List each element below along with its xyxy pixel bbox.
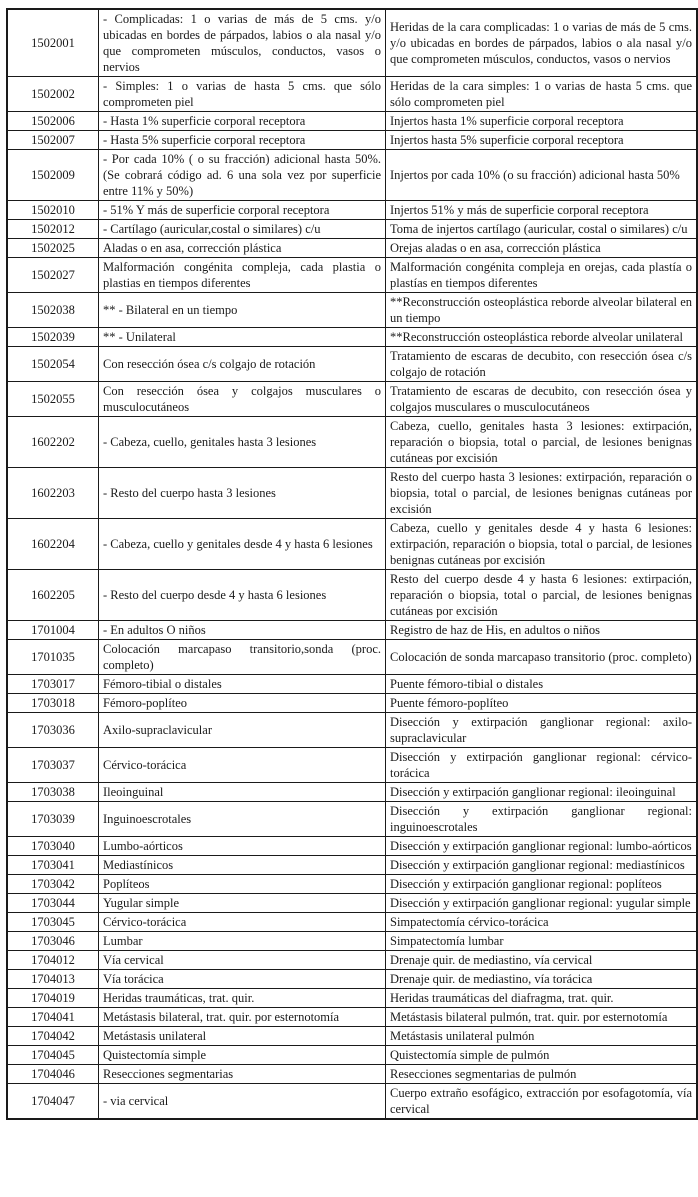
procedure-code-cell: 1703041 [7,856,99,875]
procedure-code-cell: 1502038 [7,293,99,328]
table-row [7,220,697,239]
procedure-code-cell: 1704013 [7,970,99,989]
table-row [7,894,697,913]
short-description-cell: Aladas o en asa, corrección plástica [99,239,386,258]
table-row [7,837,697,856]
table-row [7,258,697,293]
table-row [7,382,697,417]
procedure-code-cell: 1703037 [7,748,99,783]
table-row [7,1065,697,1084]
short-description-cell: - Resto del cuerpo hasta 3 lesiones [99,468,386,519]
table-row [7,694,697,713]
procedure-code-cell: 1502002 [7,77,99,112]
procedure-code-cell: 1502010 [7,201,99,220]
short-description-cell: ** - Bilateral en un tiempo [99,293,386,328]
long-description-cell: Drenaje quir. de mediastino, vía cervical [386,951,698,970]
procedure-code-cell: 1701035 [7,640,99,675]
procedure-code-cell: 1703039 [7,802,99,837]
short-description-cell: - Cartílago (auricular,costal o similares) c/u [99,220,386,239]
table-row [7,9,697,77]
procedure-code-cell: 1602204 [7,519,99,570]
long-description-cell: Registro de haz de His, en adultos o niños [386,621,698,640]
procedure-code-cell: 1703038 [7,783,99,802]
long-description-cell: Disección y extirpación ganglionar regional: yugular simple [386,894,698,913]
procedure-code-cell: 1703040 [7,837,99,856]
procedure-code-cell: 1703044 [7,894,99,913]
long-description-cell: Tratamiento de escaras de decubito, con resección ósea y colgajos musculares o musculocutáneos [386,382,698,417]
short-description-cell: - Resto del cuerpo desde 4 y hasta 6 lesiones [99,570,386,621]
table-row [7,1027,697,1046]
long-description-cell: Cuerpo extraño esofágico, extracción por esofagotomía, vía cervical [386,1084,698,1120]
procedure-code-cell: 1502027 [7,258,99,293]
short-description-cell: - Hasta 5% superficie corporal receptora [99,131,386,150]
long-description-cell: Disección y extirpación ganglionar regional: axilo-supraclavicular [386,713,698,748]
procedure-code-cell: 1703042 [7,875,99,894]
table-row [7,675,697,694]
long-description-cell: Resto del cuerpo hasta 3 lesiones: extirpación, reparación o biopsia, total o parcial, de lesiones benignas cutáneas por excisión [386,468,698,519]
short-description-cell: Vía cervical [99,951,386,970]
short-description-cell: Yugular simple [99,894,386,913]
table-row [7,519,697,570]
short-description-cell: Axilo-supraclavicular [99,713,386,748]
short-description-cell: - En adultos O niños [99,621,386,640]
short-description-cell: Colocación marcapaso transitorio,sonda (proc. completo) [99,640,386,675]
short-description-cell: Lumbo-aórticos [99,837,386,856]
table-row [7,970,697,989]
procedure-code-cell: 1602205 [7,570,99,621]
procedure-code-cell: 1704047 [7,1084,99,1120]
long-description-cell: Disección y extirpación ganglionar regional: lumbo-aórticos [386,837,698,856]
long-description-cell: Toma de injertos cartílago (auricular, costal o similares) c/u [386,220,698,239]
long-description-cell: Cabeza, cuello y genitales desde 4 y hasta 6 lesiones: extirpación, reparación o biopsia, total o parcial, de lesiones benignas cutáneas por excisión [386,519,698,570]
short-description-cell: Malformación congénita compleja, cada plastia o plastias en tiempos diferentes [99,258,386,293]
table-row [7,951,697,970]
table-row [7,1046,697,1065]
short-description-cell: - via cervical [99,1084,386,1120]
long-description-cell: Disección y extirpación ganglionar regional: ileoinguinal [386,783,698,802]
procedure-code-cell: 1704042 [7,1027,99,1046]
table-row [7,783,697,802]
procedure-code-cell: 1703017 [7,675,99,694]
long-description-cell: Malformación congénita compleja en orejas, cada plastía o plastías en tiempos diferentes [386,258,698,293]
table-row [7,802,697,837]
table-body [7,9,697,1119]
long-description-cell: Simpatectomía lumbar [386,932,698,951]
long-description-cell: Disección y extirpación ganglionar regional: inguinoescrotales [386,802,698,837]
short-description-cell: - Cabeza, cuello y genitales desde 4 y hasta 6 lesiones [99,519,386,570]
long-description-cell: Disección y extirpación ganglionar regional: poplíteos [386,875,698,894]
table-row [7,417,697,468]
table-row [7,293,697,328]
short-description-cell: - Hasta 1% superficie corporal receptora [99,112,386,131]
procedure-code-cell: 1502006 [7,112,99,131]
table-row [7,77,697,112]
short-description-cell: Cérvico-torácica [99,748,386,783]
long-description-cell: Resto del cuerpo desde 4 y hasta 6 lesiones: extirpación, reparación o biopsia, total o parcial, de lesiones benignas cutáneas por excisión [386,570,698,621]
long-description-cell: Quistectomía simple de pulmón [386,1046,698,1065]
long-description-cell: Tratamiento de escaras de decubito, con resección ósea c/s colgajo de rotación [386,347,698,382]
long-description-cell: Heridas de la cara simples: 1 o varias de hasta 5 cms. que sólo comprometen piel [386,77,698,112]
procedure-code-cell: 1704012 [7,951,99,970]
short-description-cell: Fémoro-tibial o distales [99,675,386,694]
long-description-cell: Injertos por cada 10% (o su fracción) adicional hasta 50% [386,150,698,201]
long-description-cell: Injertos hasta 1% superficie corporal receptora [386,112,698,131]
short-description-cell: Quistectomía simple [99,1046,386,1065]
procedure-code-cell: 1704041 [7,1008,99,1027]
table-row [7,621,697,640]
short-description-cell: Con resección ósea y colgajos musculares o musculocutáneos [99,382,386,417]
table-row [7,1084,697,1120]
procedure-code-cell: 1701004 [7,621,99,640]
long-description-cell: **Reconstrucción osteoplástica reborde alveolar unilateral [386,328,698,347]
procedure-code-cell: 1502055 [7,382,99,417]
short-description-cell: - 51% Y más de superficie corporal receptora [99,201,386,220]
short-description-cell: - Por cada 10% ( o su fracción) adicional hasta 50%. (Se cobrará código ad. 6 una sola vez por superficie entre 11% y 50%) [99,150,386,201]
table-row [7,468,697,519]
short-description-cell: Lumbar [99,932,386,951]
table-row [7,713,697,748]
procedure-code-cell: 1704045 [7,1046,99,1065]
short-description-cell: Resecciones segmentarias [99,1065,386,1084]
procedure-code-cell: 1502009 [7,150,99,201]
table-row [7,989,697,1008]
short-description-cell: Cérvico-torácica [99,913,386,932]
table-row [7,875,697,894]
table-row [7,856,697,875]
table-row [7,1008,697,1027]
table-row [7,570,697,621]
procedure-code-cell: 1703018 [7,694,99,713]
long-description-cell: Metástasis unilateral pulmón [386,1027,698,1046]
short-description-cell: - Complicadas: 1 o varias de más de 5 cms. y/o ubicadas en bordes de párpados, labios o ala nasal y/o que comprometen músculos, conductos, vasos o nervios [99,9,386,77]
short-description-cell: Mediastínicos [99,856,386,875]
short-description-cell: Fémoro-poplíteo [99,694,386,713]
table-row [7,913,697,932]
short-description-cell: ** - Unilateral [99,328,386,347]
procedure-code-cell: 1502054 [7,347,99,382]
procedure-code-cell: 1502039 [7,328,99,347]
table-row [7,640,697,675]
long-description-cell: **Reconstrucción osteoplástica reborde alveolar bilateral en un tiempo [386,293,698,328]
long-description-cell: Injertos hasta 5% superficie corporal receptora [386,131,698,150]
long-description-cell: Orejas aladas o en asa, corrección plástica [386,239,698,258]
procedure-code-cell: 1502012 [7,220,99,239]
long-description-cell: Injertos 51% y más de superficie corporal receptora [386,201,698,220]
long-description-cell: Cabeza, cuello, genitales hasta 3 lesiones: extirpación, reparación o biopsia, total o parcial, de lesiones benignas cutáneas por excisión [386,417,698,468]
short-description-cell: Inguinoescrotales [99,802,386,837]
procedure-code-cell: 1703045 [7,913,99,932]
procedure-code-cell: 1502007 [7,131,99,150]
short-description-cell: Con resección ósea c/s colgajo de rotación [99,347,386,382]
table-row [7,112,697,131]
long-description-cell: Heridas de la cara complicadas: 1 o varias de más de 5 cms. y/o ubicadas en bordes de párpados, labios o ala nasal y/o que comprometen músculos, conductos, vasos o nervios [386,9,698,77]
table-row [7,150,697,201]
procedure-code-cell: 1602202 [7,417,99,468]
table-row [7,239,697,258]
long-description-cell: Disección y extirpación ganglionar regional: cérvico-torácica [386,748,698,783]
table-row [7,328,697,347]
procedure-code-cell: 1502001 [7,9,99,77]
short-description-cell: Heridas traumáticas, trat. quir. [99,989,386,1008]
short-description-cell: Ileoinguinal [99,783,386,802]
short-description-cell: - Cabeza, cuello, genitales hasta 3 lesiones [99,417,386,468]
long-description-cell: Puente fémoro-poplíteo [386,694,698,713]
short-description-cell: - Simples: 1 o varias de hasta 5 cms. que sólo comprometen piel [99,77,386,112]
procedure-code-cell: 1704046 [7,1065,99,1084]
procedure-code-cell: 1703046 [7,932,99,951]
table-row [7,131,697,150]
long-description-cell: Puente fémoro-tibial o distales [386,675,698,694]
long-description-cell: Heridas traumáticas del diafragma, trat. quir. [386,989,698,1008]
table-row [7,748,697,783]
procedure-codes-table [6,8,698,1120]
long-description-cell: Drenaje quir. de mediastino, vía torácica [386,970,698,989]
procedure-code-cell: 1704019 [7,989,99,1008]
short-description-cell: Metástasis bilateral, trat. quir. por esternotomía [99,1008,386,1027]
procedure-code-cell: 1502025 [7,239,99,258]
short-description-cell: Vía torácica [99,970,386,989]
table-row [7,347,697,382]
short-description-cell: Poplíteos [99,875,386,894]
short-description-cell: Metástasis unilateral [99,1027,386,1046]
long-description-cell: Colocación de sonda marcapaso transitorio (proc. completo) [386,640,698,675]
long-description-cell: Disección y extirpación ganglionar regional: mediastínicos [386,856,698,875]
long-description-cell: Resecciones segmentarias de pulmón [386,1065,698,1084]
table-row [7,932,697,951]
procedure-code-cell: 1703036 [7,713,99,748]
table-row [7,201,697,220]
long-description-cell: Metástasis bilateral pulmón, trat. quir. por esternotomía [386,1008,698,1027]
procedure-code-cell: 1602203 [7,468,99,519]
long-description-cell: Simpatectomía cérvico-torácica [386,913,698,932]
